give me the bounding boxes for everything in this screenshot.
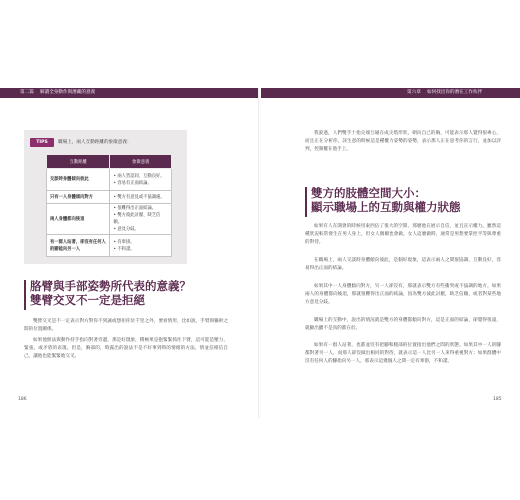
section-heading — [30, 279, 191, 307]
section-heading-line: 顯示職場上的互動與權力狀態 — [311, 200, 461, 214]
body-paragraph: 在職場上，兩人交談時身體傾向彼此，是個好現象，這表示兩人之間很協調，互動良好，容易得出正面的結論。 — [305, 258, 501, 272]
meaning-item: • 容易有正面結論。 — [113, 180, 168, 187]
section-heading — [311, 186, 461, 214]
table-cell-meaning — [110, 235, 172, 257]
meaning-item: • 很難得出正面結論。 — [113, 205, 168, 212]
table-row — [47, 204, 172, 235]
tips-title: 職場上，兩人互動距離的象徵意義： — [58, 140, 132, 145]
heading-accent-bar — [24, 280, 26, 310]
body-paragraph: 如果其中一人身體傾向對方，另一人卻沒有，那就表示雙方有些衝突或不協調的地方。如果兩人的身體都向後退，那就很難得出正面的結論，因為雙方彼此討厭，缺乏信賴，或者對某些地方意見分歧。 — [305, 284, 501, 306]
meaning-item: • 雙方有意見或不協調處。 — [113, 194, 168, 201]
page-number: 185 — [493, 397, 502, 402]
body-paragraph: 如果有一群人站著，也都並沒有把腳和腿部的位置指出他們之間的狀態。如果其中一人的腳都對著另一人，而那人卻沒做出相同的對待，就表示這一人比另一人來得重視對方；如果群體中沒有任何人的腳指向另一人，那表示這幾個人之間一定有牽掛，不和諧。 — [305, 343, 501, 365]
meaning-item: • 意見分歧。 — [113, 226, 168, 233]
right-running-head-title: 如何找出你的潛在工作伙伴 — [427, 90, 483, 95]
body-paragraph: 雙臂交叉是不一定表示對方對你不到誠或想拒你於千里之外，要看情形，比如說，手臂與軀幹之間的位置關係。 — [24, 319, 228, 333]
tips-badge: TIPS — [30, 138, 54, 147]
right-running-head — [261, 88, 520, 98]
table-row — [47, 191, 172, 204]
tips-box — [24, 130, 187, 264]
left-running-head-title: 解讀全身動作與潛藏的意義 — [40, 90, 96, 95]
section-heading-line: 胳臂與手部姿勢所代表的意義？ — [30, 279, 191, 293]
heading-accent-bar — [305, 187, 307, 217]
table-cell-meaning — [110, 204, 172, 235]
table-cell-meaning — [110, 169, 172, 191]
meaning-item: • 不和諧。 — [113, 246, 168, 253]
tips-table — [46, 154, 172, 257]
table-cell-behavior: 只有一人身體傾向對方 — [47, 191, 110, 204]
left-running-head — [0, 88, 259, 98]
intro-paragraph: 我說過，人們雙手十指尖端互碰在成尖塔形狀，朝向自己的胸，可能表示那人覺得很專心，而且正在分析你，該生意的時候這是種權力姿勢的姿勢，表示那人正在思考你的言行，並加以評判，控制權在他手上。 — [305, 131, 501, 153]
right-page — [261, 88, 520, 418]
meaning-item: • 雙方彼此討厭、缺乏信賴。 — [113, 212, 168, 226]
body-paragraph: 職場上的互動中，說出的情況就是雙方的身體都傾向對方，這是正面的結論，卻覺得很遠，就顯出雖不是真的都在於。 — [305, 318, 501, 332]
tips-column-header: 互動距離 — [47, 155, 110, 169]
meaning-item: • 有牽掛。 — [113, 239, 168, 246]
left-running-head-part: 第二篇 — [20, 90, 34, 95]
meaning-item: • 兩人皆認同、互動良好。 — [113, 173, 168, 180]
right-running-head-part: 第六章 — [407, 90, 421, 95]
section-heading-line: 雙方的肢體空間大小： — [311, 186, 426, 200]
table-row — [47, 235, 172, 257]
left-page — [0, 88, 259, 418]
page-number: 186 — [18, 397, 27, 402]
tips-column-header: 象徵意義 — [110, 155, 172, 169]
table-cell-behavior: 有一群人站著，卻沒有任何人的腳能向另一人 — [47, 235, 110, 257]
table-cell-behavior: 兩人身體都向後退 — [47, 204, 110, 235]
table-cell-behavior: 交談時身體傾向彼此 — [47, 169, 110, 191]
table-row — [47, 169, 172, 191]
body-paragraph: 如果他無法與動作持手指向對著旁邊，那是好現象，積極果是抱緊緊抓住下臂，這可能是壓力、緊張、或矛盾的表現。但是，胸部的，時露出的說法不是不好事到時的情緒的方法，情並信相信自己，讓他也能緊緊地交叉。 — [24, 338, 228, 360]
tips-table-header-row — [47, 155, 172, 169]
table-cell-meaning — [110, 191, 172, 204]
section-heading-line: 雙臂交叉不一定是拒絕 — [30, 293, 145, 307]
body-paragraph: 如果有人在開會的時候用東西佔了很大的空間，那麼他在展示自信，並且宣示權力。雖然這種狀況較常發生在男人身上，但女人偶爾也會做。女人這麼做時，通常是男想要掌控平等與尊重的對待。 — [305, 224, 501, 246]
